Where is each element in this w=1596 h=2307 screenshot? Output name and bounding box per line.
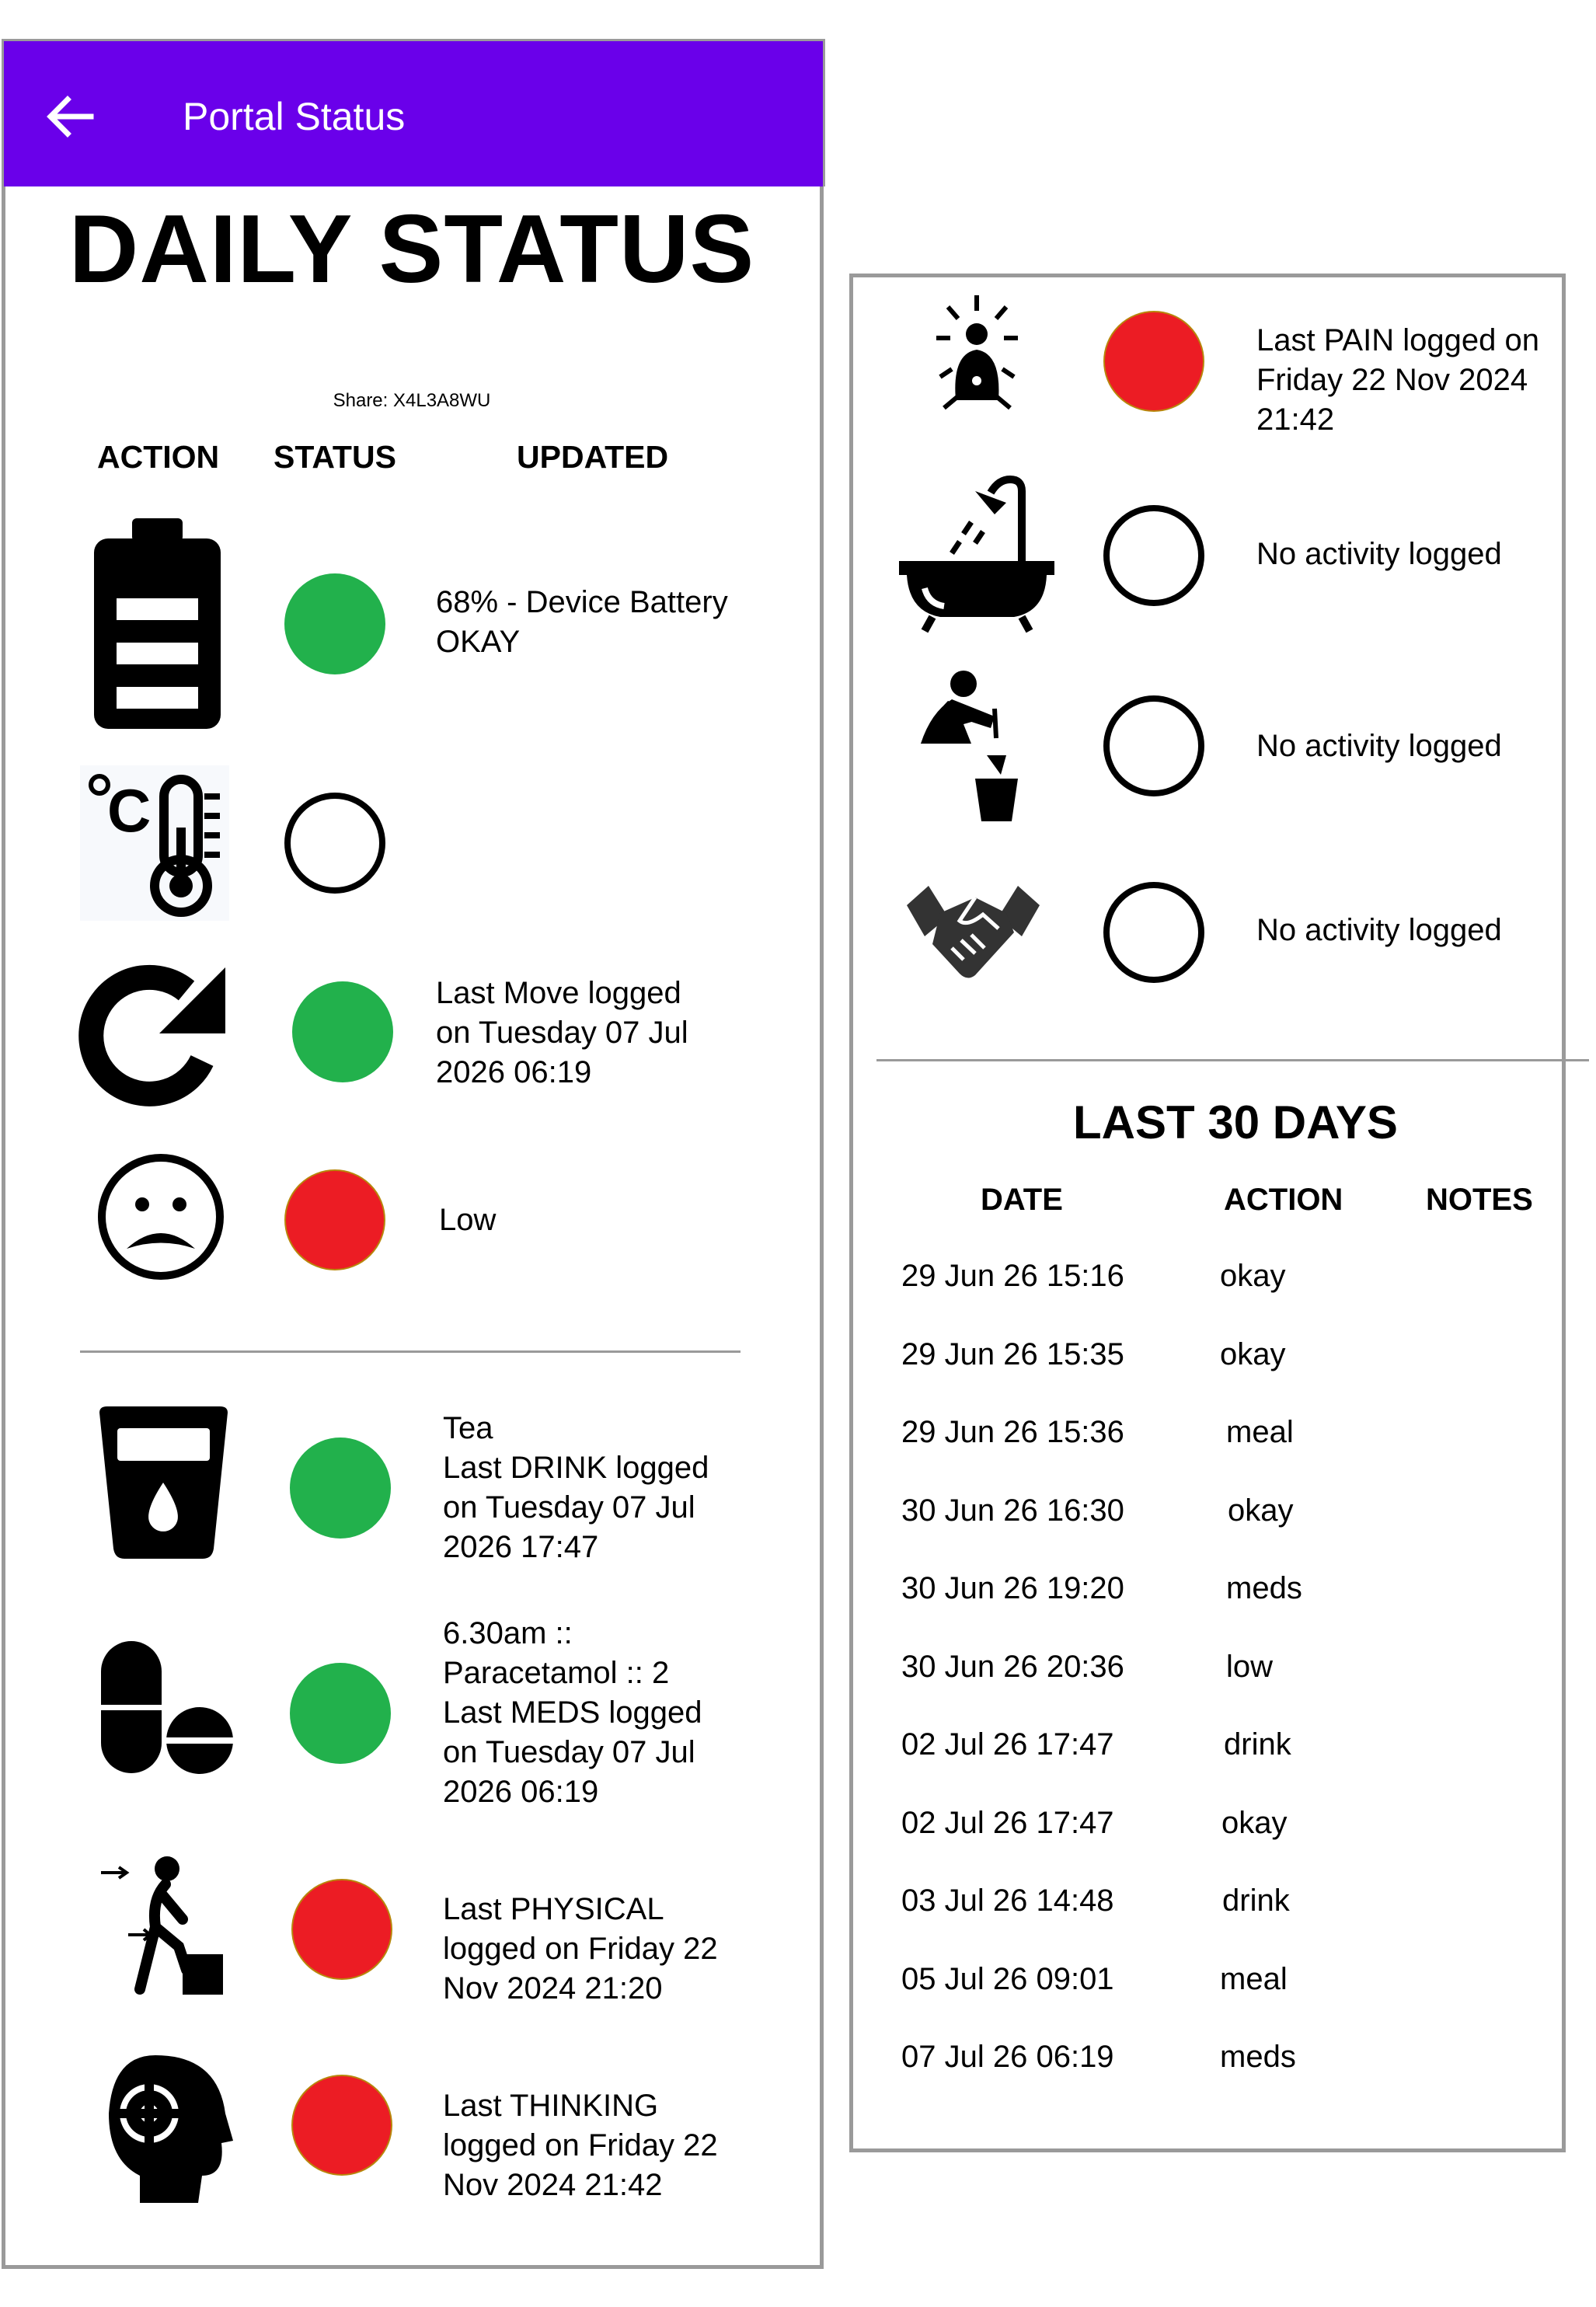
toilet-icon [917,670,1026,824]
history-action: drink [1224,1727,1291,1762]
status-text-thinking: Last THINKING logged on Friday 22 Nov 2024 21:42 [443,2089,718,2202]
status-dot-drink [290,1438,391,1539]
history-date: 30 Jun 26 16:30 [901,1493,1124,1528]
history-date: 29 Jun 26 15:36 [901,1415,1124,1449]
physical-lift-icon [97,1853,225,1997]
status-text-drink: Tea Last DRINK logged on Tuesday 07 Jul 2026 17:47 [443,1411,709,1564]
status-dot-thinking [291,2075,392,2176]
sad-face-icon [96,1152,226,1282]
table-row [901,1962,1554,2024]
column-header-status: STATUS [274,439,396,475]
bath-icon [897,476,1057,635]
drink-cup-icon [96,1405,232,1560]
status-text-toilet: No activity logged [1256,729,1502,763]
status-dot-temperature [284,793,385,894]
table-row [901,1884,1554,1946]
history-date: 03 Jul 26 14:48 [901,1884,1114,1918]
thinking-head-icon [101,2051,235,2207]
status-text-meds: 6.30am :: Paracetamol :: 2 Last MEDS logged on Tuesday 07 Jul 2026 06:19 [443,1616,702,1809]
status-text-move: Last Move logged on Tuesday 07 Jul 2026 06:19 [436,976,688,1089]
status-text-physical: Last PHYSICAL logged on Friday 22 Nov 2024 21:20 [443,1892,718,2006]
table-row [901,1571,1554,1633]
history-date: 05 Jul 26 09:01 [901,1961,1114,1996]
table-row [901,1415,1554,1477]
history-date: 29 Jun 26 15:16 [901,1259,1124,1293]
history-date: 30 Jun 26 19:20 [901,1571,1124,1605]
history-action: okay [1221,1805,1288,1840]
history-action: drink [1222,1884,1290,1918]
history-header-action: ACTION [1224,1183,1343,1217]
divider-right [876,1059,1589,1061]
history-action: low [1226,1649,1274,1684]
battery-icon [89,517,225,730]
table-row [901,1806,1554,1868]
status-dot-social [1103,882,1204,983]
history-header-date: DATE [981,1183,1063,1217]
status-text-bath: No activity logged [1256,537,1502,571]
history-action: meal [1220,1961,1288,1996]
table-row [901,1259,1554,1321]
app-bar-title: Portal Status [183,95,406,138]
status-text-pain: Last PAIN logged on Friday 22 Nov 2024 21:42 [1256,323,1539,437]
handshake-icon [905,882,1041,983]
status-dot-battery [284,573,385,674]
status-dot-toilet [1103,695,1204,796]
pills-icon [97,1640,233,1776]
history-action: okay [1220,1259,1286,1293]
page-title: DAILY STATUS [68,196,755,303]
history-date: 30 Jun 26 20:36 [901,1649,1124,1684]
divider-left [80,1350,741,1353]
status-dot-mood [284,1169,385,1270]
refresh-icon [78,960,229,1111]
back-button[interactable] [43,89,97,144]
status-dot-move [292,981,393,1082]
status-text-mood: Low [439,1203,497,1237]
history-date: 29 Jun 26 15:35 [901,1336,1124,1371]
table-row [901,1493,1554,1556]
svg-text:C: C [107,776,152,845]
column-header-action: ACTION [97,439,220,475]
arrow-left-icon [43,89,97,144]
thermometer-icon [80,765,229,921]
history-action: meds [1220,2040,1296,2074]
history-date: 07 Jul 26 06:19 [901,2040,1114,2074]
table-row [901,1337,1554,1399]
status-dot-bath [1103,505,1204,606]
table-row [901,2040,1554,2102]
status-text-social: No activity logged [1256,913,1502,947]
history-action: okay [1228,1493,1294,1528]
status-dot-physical [291,1879,392,1980]
status-dot-pain [1103,311,1204,412]
table-row [901,1650,1554,1712]
table-row [901,1727,1554,1789]
history-action: meal [1226,1415,1294,1449]
column-header-updated: UPDATED [517,439,669,475]
history-date: 02 Jul 26 17:47 [901,1805,1114,1840]
status-dot-meds [290,1663,391,1764]
history-header-notes: NOTES [1426,1183,1533,1217]
app-bar [2,39,825,186]
pain-icon [929,291,1026,416]
history-date: 02 Jul 26 17:47 [901,1727,1114,1762]
history-action: okay [1220,1336,1286,1371]
history-action: meds [1226,1571,1302,1605]
status-text-battery: 68% - Device Battery OKAY [436,585,728,659]
share-code: Share: X4L3A8WU [333,390,491,411]
last-30-days-title: LAST 30 DAYS [1073,1096,1398,1148]
